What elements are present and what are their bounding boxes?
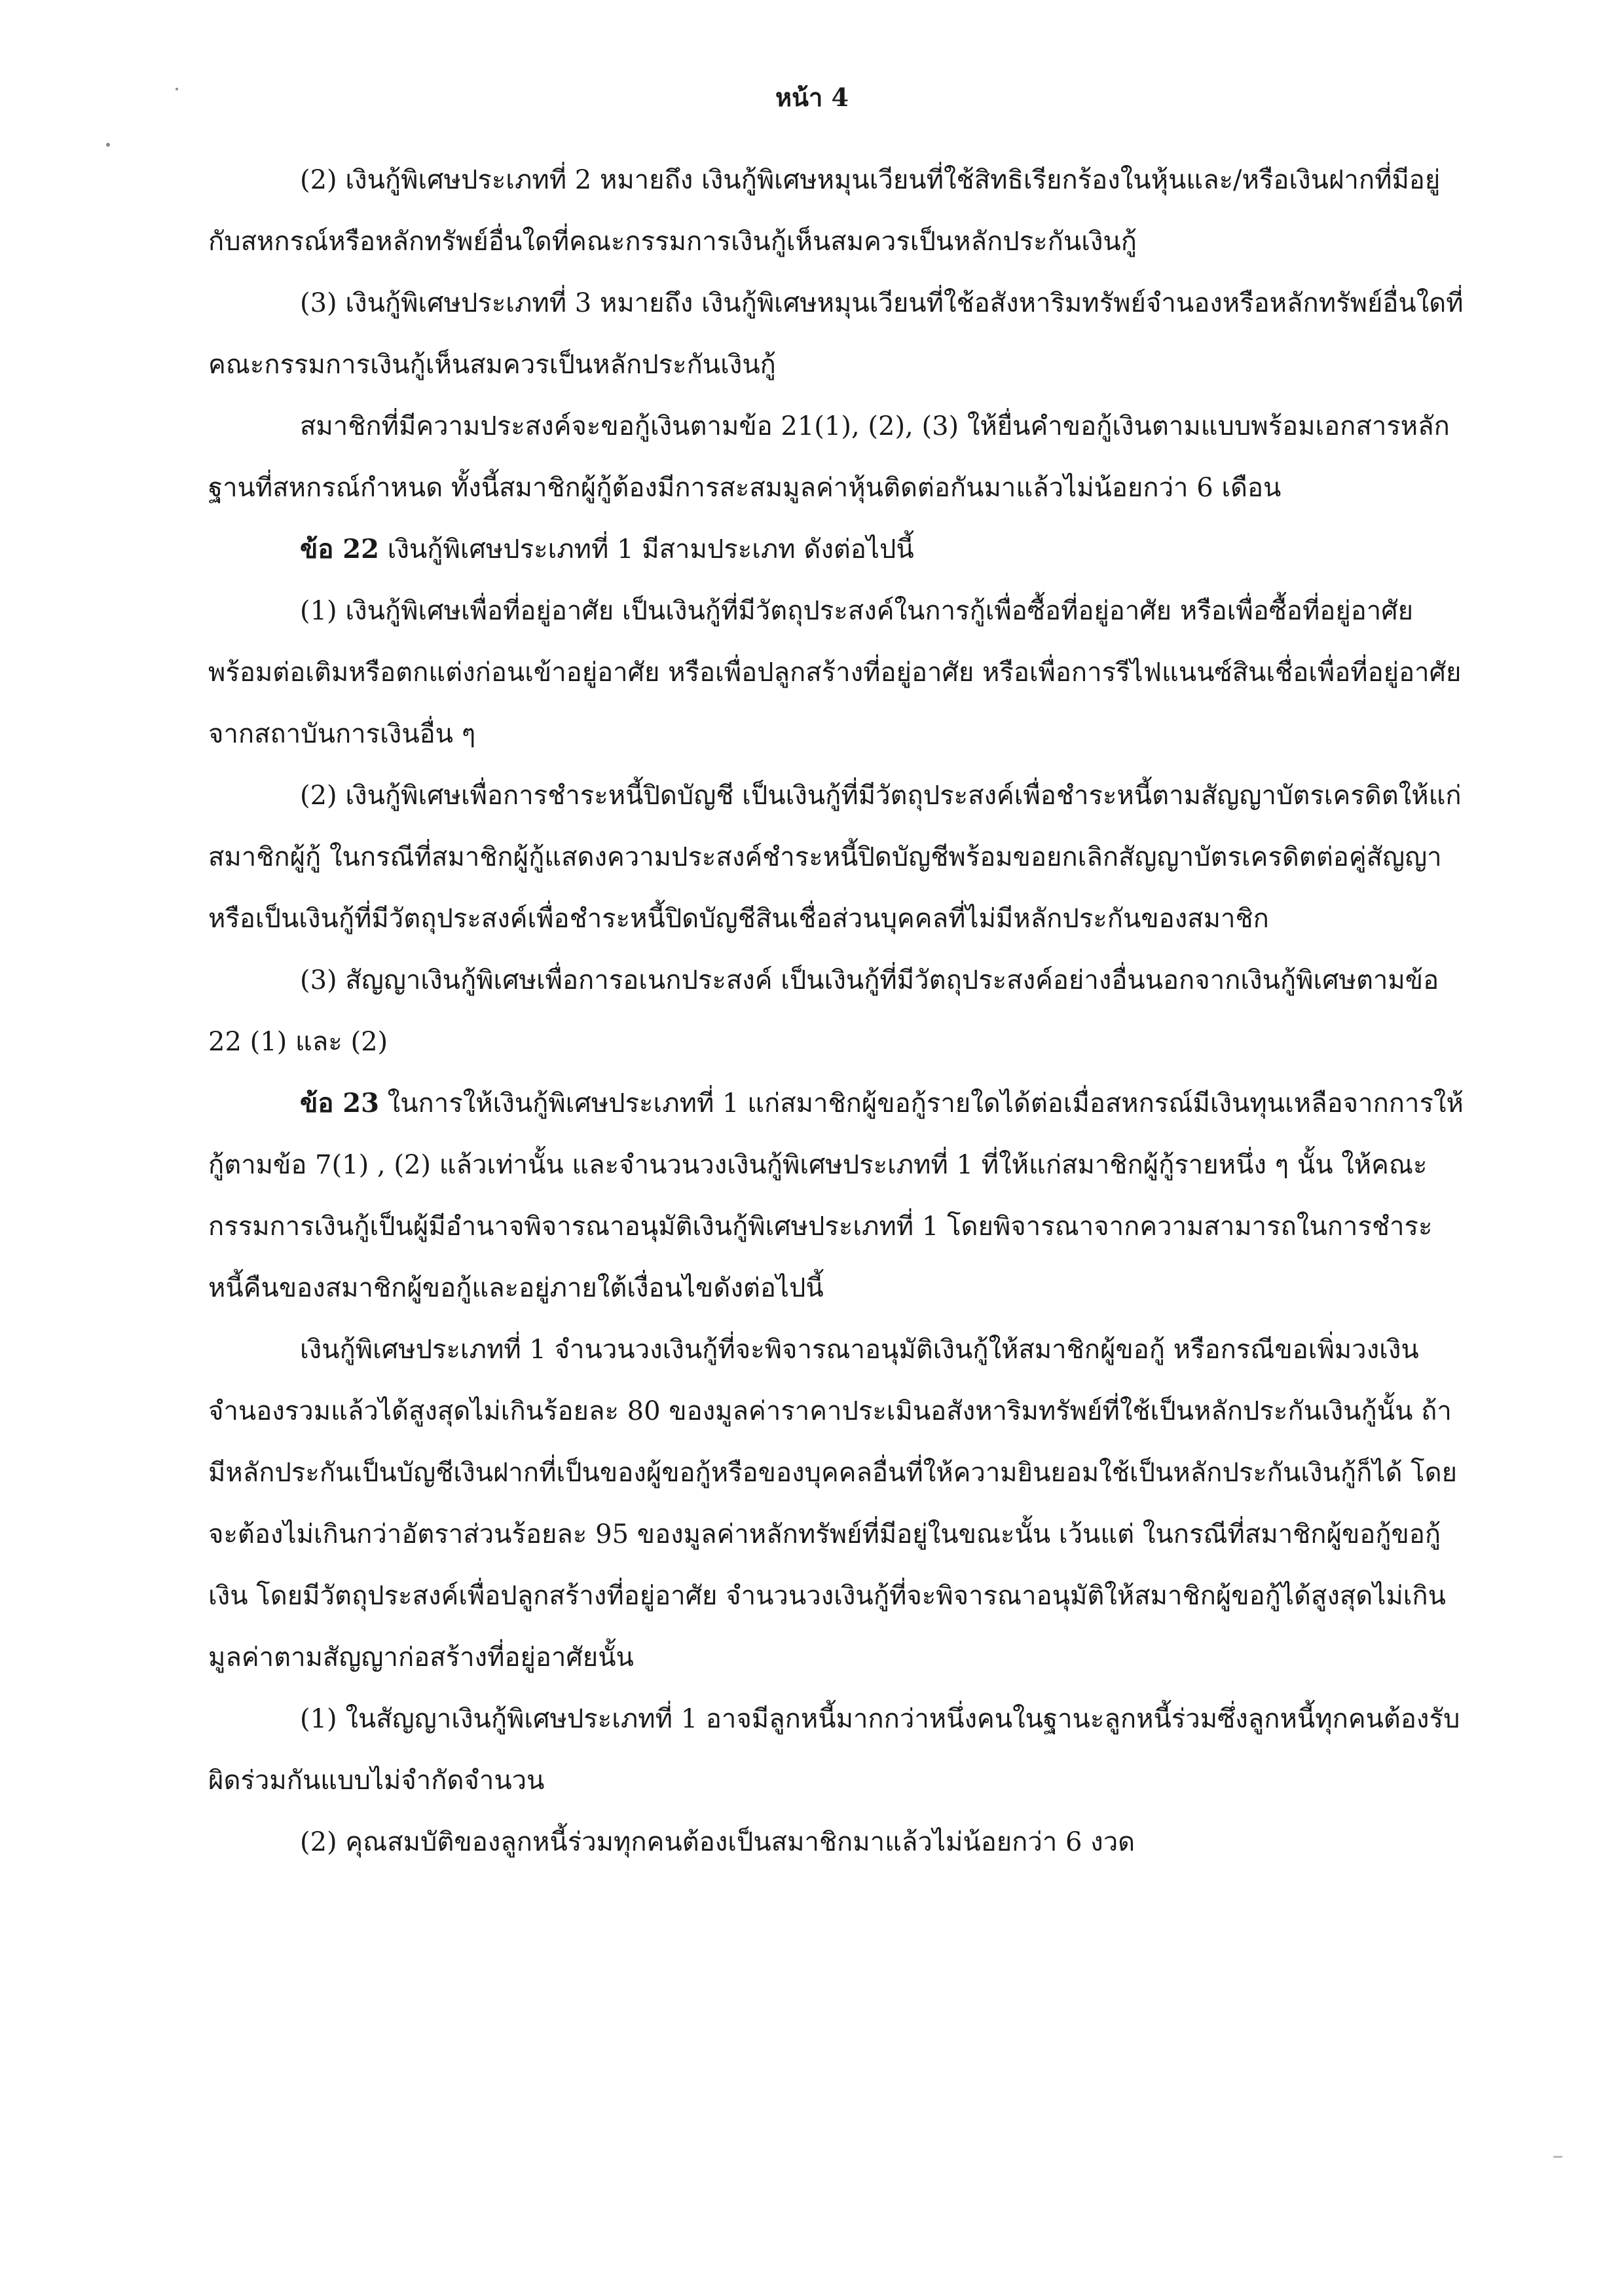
clause-23-text: ในการให้เงินกู้พิเศษประเภทที่ 1 แก่สมาชิกผู้ขอกู้รายใดได้ต่อเมื่อสหกรณ์มีเงินทุนเหลือจากการให้กู้ตามข้อ 7(1) , (2) แล้วเท่านั้น และจำนวนวงเงินกู้พิเศษประเภทที่ 1 ที่ให้แก่สมาชิกผู้กู้รายหนึ่ง ๆ นั้น ให้คณะกรรมการเงินกู้เป็นผู้มีอำนาจพิจารณาอนุมัติเงินกู้พิเศษประเภทที่ 1 โดยพิจารณาจากความสามารถในการชำระหนี้คืนของสมาชิกผู้ขอกู้และอยู่ภายใต้เงื่อนไขดังต่อไปนี้ (208, 1088, 1464, 1303)
paragraph-22-1-housing: (1) เงินกู้พิเศษเพื่อที่อยู่อาศัย เป็นเงินกู้ที่มีวัตถุประสงค์ในการกู้เพื่อซื้อที่อยู่อาศัย หรือเพื่อซื้อที่อยู่อาศัยพร้อมต่อเติมหรือตกแต่งก่อนเข้าอยู่อาศัย หรือเพื่อปลูกสร้างที่อยู่อาศัย หรือเพื่อการรีไฟแนนซ์สินเชื่อเพื่อที่อยู่อาศัยจากสถาบันการเงินอื่น ๆ (208, 596, 1462, 749)
paragraph-23-2-qualifications: (2) คุณสมบัติของลูกหนี้ร่วมทุกคนต้องเป็นสมาชิกมาแล้วไม่น้อยกว่า 6 งวด (300, 1827, 1135, 1857)
paragraph-23-1-joint-debtors: (1) ในสัญญาเงินกู้พิเศษประเภทที่ 1 อาจมีลูกหนี้มากกว่าหนึ่งคนในฐานะลูกหนี้ร่วมซึ่งลูกหนี้ทุกคนต้องรับผิดร่วมกันแบบไม่จำกัดจำนวน (208, 1704, 1460, 1796)
paragraph-22-3-multipurpose: (3) สัญญาเงินกู้พิเศษเพื่อการอเนกประสงค์ เป็นเงินกู้ที่มีวัตถุประสงค์อย่างอื่นนอกจากเงินกู้พิเศษตามข้อ 22 (1) และ (2) (208, 965, 1439, 1057)
clause-23-label: ข้อ 23 (300, 1088, 379, 1119)
paragraph-22-2-debt-payoff: (2) เงินกู้พิเศษเพื่อการชำระหนี้ปิดบัญชี เป็นเงินกู้ที่มีวัตถุประสงค์เพื่อชำระหนี้ตามสัญญาบัตรเครดิตให้แก่สมาชิกผู้กู้ ในกรณีที่สมาชิกผู้กู้แสดงความประสงค์ชำระหนี้ปิดบัญชีพร้อมขอยกเลิกสัญญาบัตรเครดิตต่อคู่สัญญา หรือเป็นเงินกู้ที่มีวัตถุประสงค์เพื่อชำระหนี้ปิดบัญชีสินเชื่อส่วนบุคคลที่ไม่มีหลักประกันของสมาชิก (208, 781, 1462, 934)
scan-speck (106, 143, 110, 147)
paragraph-loan-type-3: (3) เงินกู้พิเศษประเภทที่ 3 หมายถึง เงินกู้พิเศษหมุนเวียนที่ใช้อสังหาริมทรัพย์จำนองหรือหลักทรัพย์อื่นใดที่คณะกรรมการเงินกู้เห็นสมควรเป็นหลักประกันเงินกู้ (208, 288, 1464, 380)
document-body (208, 149, 1466, 1873)
clause-22-text: เงินกู้พิเศษประเภทที่ 1 มีสามประเภท ดังต่อไปนี้ (378, 534, 914, 565)
paragraph-loan-type-2: (2) เงินกู้พิเศษประเภทที่ 2 หมายถึง เงินกู้พิเศษหมุนเวียนที่ใช้สิทธิเรียกร้องในหุ้นและ/หรือเงินฝากที่มีอยู่กับสหกรณ์หรือหลักทรัพย์อื่นใดที่คณะกรรมการเงินกู้เห็นสมควรเป็นหลักประกันเงินกู้ (208, 165, 1441, 257)
clause-23 (208, 1073, 1466, 1319)
clause-22 (208, 519, 1466, 580)
scan-speck (1553, 2156, 1562, 2158)
paragraph-loan-limit: เงินกู้พิเศษประเภทที่ 1 จำนวนวงเงินกู้ที่จะพิจารณาอนุมัติเงินกู้ให้สมาชิกผู้ขอกู้ หรือกรณีขอเพิ่มวงเงินจำนองรวมแล้วได้สูงสุดไม่เกินร้อยละ 80 ของมูลค่าราคาประเมินอสังหาริมทรัพย์ที่ใช้เป็นหลักประกันเงินกู้นั้น ถ้ามีหลักประกันเป็นบัญชีเงินฝากที่เป็นของผู้ขอกู้หรือของบุคคลอื่นที่ให้ความยินยอมใช้เป็นหลักประกันเงินกู้ก็ได้ โดยจะต้องไม่เกินกว่าอัตราส่วนร้อยละ 95 ของมูลค่าหลักทรัพย์ที่มีอยู่ในขณะนั้น เว้นแต่ ในกรณีที่สมาชิกผู้ขอกู้ขอกู้เงิน โดยมีวัตถุประสงค์เพื่อปลูกสร้างที่อยู่อาศัย จำนวนวงเงินกู้ที่จะพิจารณาอนุมัติให้สมาชิกผู้ขอกู้ได้สูงสุดไม่เกินมูลค่าตามสัญญาก่อสร้างที่อยู่อาศัยนั้น (208, 1335, 1458, 1673)
clause-22-label: ข้อ 22 (300, 534, 379, 565)
paragraph-application-requirements: สมาชิกที่มีความประสงค์จะขอกู้เงินตามข้อ 21(1), (2), (3) ให้ยื่นคำขอกู้เงินตามแบบพร้อมเอกสารหลักฐานที่สหกรณ์กำหนด ทั้งนี้สมาชิกผู้กู้ต้องมีการสะสมมูลค่าหุ้นติดต่อกันมาแล้วไม่น้อยกว่า 6 เดือน (208, 411, 1450, 503)
page-number: หน้า 4 (775, 83, 849, 112)
